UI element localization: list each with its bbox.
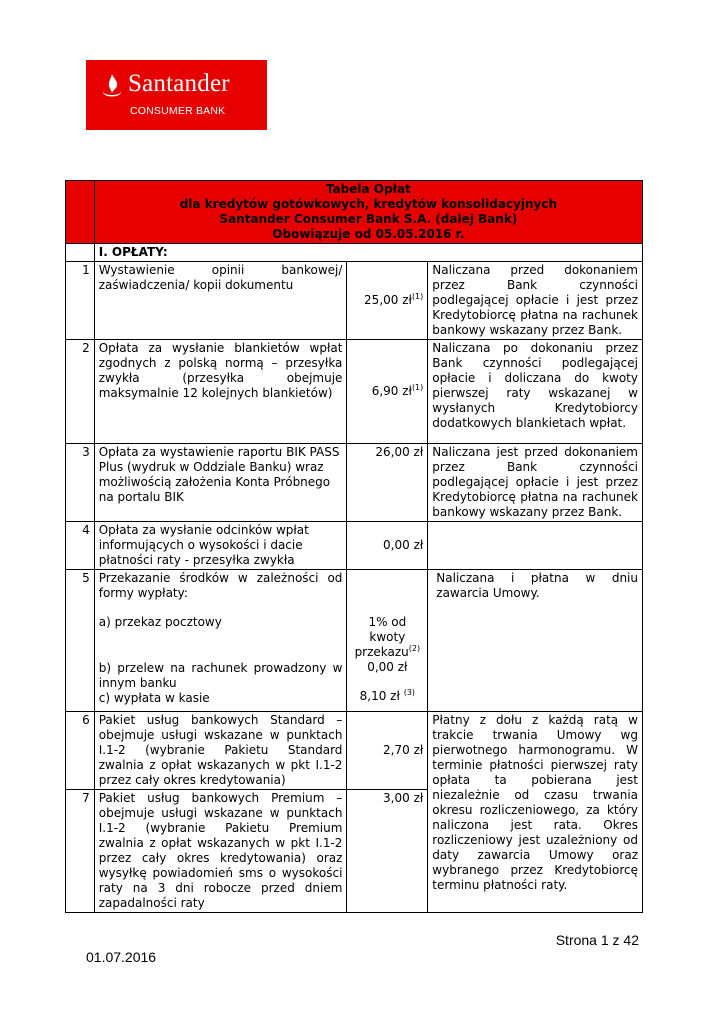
row-number: 1 [66,262,95,340]
row-note: Naliczana przed dokonaniem przez Bank czynności podlegającej opłacie i jest przez Kredytobiorcę płatna na rachunek bankowy wskazany przez Bank. [428,262,643,340]
row-note: Naliczana jest przed dokonaniem przez Bank czynności podlegającej opłacie i jest przez Kredytobiorcę płatna na rachunek bankowy wskazany przez Bank. [428,444,643,522]
row-description: Wystawienie opinii bankowej/ zaświadczenia/ kopii dokumentu [94,262,347,340]
row-description: Opłata za wysłanie odcinków wpłat informujących o wysokości i dacie płatności raty - przesyłka zwykła [94,522,347,570]
row-amount: 25,00 $zł^{(1)}$ [347,262,428,340]
option-b: b) przelew na rachunek prowadzony w innym banku [98,661,343,690]
row-amount: 2,70 zł [347,712,428,790]
transfer-intro: Przekazanie środków w zależności od formy wypłaty: [98,571,343,600]
table-row [66,522,643,570]
logo-subtitle: CONSUMER BANK [130,105,226,117]
row-description [94,570,347,712]
row-number: 3 [66,444,95,522]
row-amount: 0,00 zł [347,522,428,570]
row-number: 4 [66,522,95,570]
row-amounts [347,570,428,712]
flame-icon [100,73,124,101]
table-row [66,340,643,444]
row-description: Pakiet usług bankowych Standard – obejmuje usługi wskazane w punktach I.1-2 (wybranie Pakietu Standard zwalnia z opłat wskazanych w pkt I.1-2 przez cały okres kredytowania) [94,712,347,790]
row-description: Opłata za wystawienie raportu BIK PASS Plus (wydruk w Oddziale Banku) wraz możliwością założenia Konta Próbnego na portalu BIK [94,444,347,522]
option-c: c) wypłata w kasie [98,691,210,705]
table-header-row [66,181,643,244]
row-number: 7 [66,790,95,913]
row-number: 5 [66,570,95,712]
title-line-4: Obowiązuje od 05.05.2016 r. [272,227,465,241]
santander-logo [86,60,267,130]
row-amount: 3,00 zł [347,790,428,913]
amount-a: 1% od kwoty przekazu$^{(2)}$ [354,615,421,659]
logo-brand: Santander [128,70,230,97]
row-description: Opłata za wysłanie blankietów wpłat zgodnych z polską normą – przesyłka zwykła (przesyłka obejmuje maksymalnie 12 kolejnych blankietów) [94,340,347,444]
page-number: Strona 1 z 42 [555,932,639,948]
row-amount: 6,90 $zł^{(1)}$ [347,340,428,444]
row-description: Pakiet usług bankowych Premium – obejmuje usługi wskazane w punktach I.1-2 (wybranie Pakietu Premium zwalnia z opłat wskazanych w pkt I.1-2 przez cały okres kredytowania) oraz wysyłkę powiadomień sms o wysokości raty na 3 dni robocze przed dniem zapadalności raty [94,790,347,913]
title-line-3: Santander Consumer Bank S.A. (dalej Bank) [219,212,518,226]
fee-table [65,180,643,913]
header-number-cell [66,181,95,244]
amount-c: 8,10 zł $^{(3)}$ [359,688,416,703]
table-row [66,570,643,712]
option-a: a) przekaz pocztowy [98,615,222,629]
title-line-2: dla kredytów gotówkowych, kredytów konsolidacyjnych [179,197,558,211]
row-note: Płatny z dołu z każdą ratą w trakcie trwania Umowy wg pierwotnego harmonogramu. W terminie płatności pierwszej raty opłata ta pobierana jest niezależnie od czasu trwania okresu rozliczeniowego, za który naliczona jest rata. Okres rozliczeniowy jest uzależniony od daty zawarcia Umowy oraz wybranego przez Kredytobiorcę terminu płatności raty. [428,712,643,913]
title-line-1: Tabela Opłat [325,182,411,196]
table-row [66,712,643,790]
table-row [66,444,643,522]
row-note: Naliczana i płatna w dniu zawarcia Umowy. [428,570,643,712]
amount-b: 0,00 zł [367,660,408,674]
section-heading: I. OPŁATY: [94,244,642,262]
row-number: 6 [66,712,95,790]
section-row [66,244,643,262]
table-row [66,262,643,340]
row-number: 2 [66,340,95,444]
row-amount: 26,00 zł [347,444,428,522]
table-title [94,181,642,244]
footer-date: 01.07.2016 [86,949,157,965]
row-note: Naliczana po dokonaniu przez Bank czynności podlegającej opłacie i doliczana do kwoty pierwszej raty wskazanej w wysłanych Kredytobiorcy dodatkowych blankietach wpłat. [428,340,643,444]
row-note [428,522,643,570]
